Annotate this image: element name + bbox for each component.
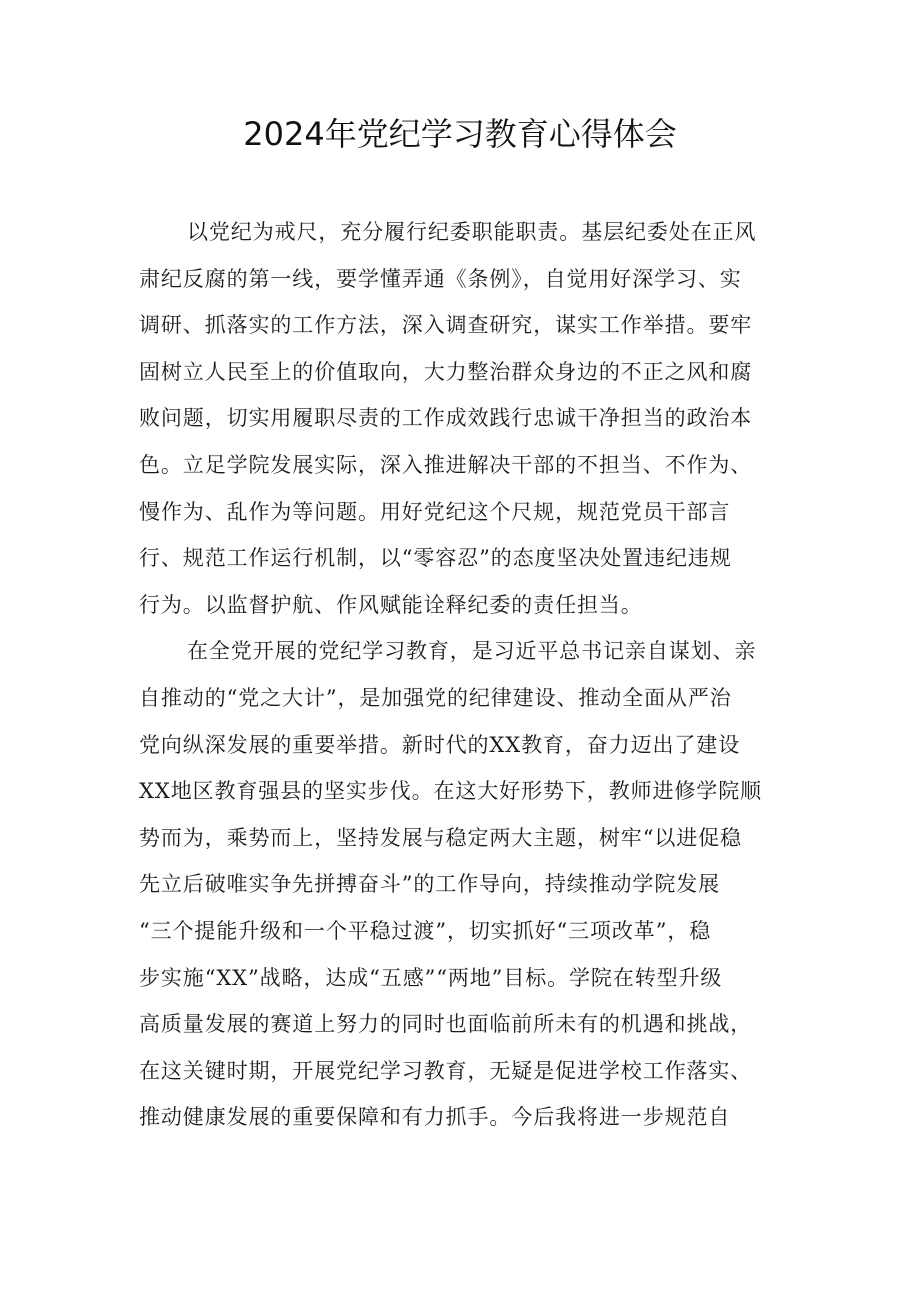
paragraph-line: 以党纪为戒尺，充分履行纪委职能职责。基层纪委处在正风 bbox=[187, 220, 757, 244]
paragraph-line: 肃纪反腐的第一线，要学懂弄通《条例》，自觉用好深学习、实 bbox=[139, 266, 742, 291]
paragraph-line: “三个提能升级和一个平稳过渡”，切实抓好“三项改革”，稳 bbox=[139, 918, 712, 943]
paragraph-line: 慢作为、乱作为等问题。用好党纪这个尺规，规范党员干部言 bbox=[139, 499, 731, 524]
paragraph-line: 败问题，切实用履职尽责的工作成效践行忠诚干净担当的政治本 bbox=[139, 406, 753, 431]
paragraph-1 bbox=[139, 209, 799, 628]
document-title: 2024年党纪学习教育心得体会 bbox=[243, 115, 677, 153]
paragraph-line: 高质量发展的赛道上努力的同时也面临前所未有的机遇和挑战， bbox=[139, 1012, 753, 1037]
paragraph-line: 在全党开展的党纪学习教育，是习近平总书记亲自谋划、亲 bbox=[187, 639, 757, 664]
paragraph-line: 行为。以监督护航、作风赋能诠释纪委的责任担当。 bbox=[139, 592, 643, 617]
paragraph-line: 调研、抓落实的工作方法，深入调查研究，谋实工作举措。要牢 bbox=[139, 313, 753, 338]
paragraph-line: 固树立人民至上的价值取向，大力整治群众身边的不正之风和腐 bbox=[139, 359, 753, 384]
paragraph-line: 先立后破唯实争先拼搏奋斗”的工作导向，持续推动学院发展 bbox=[139, 872, 721, 897]
paragraph-line: 色。立足学院发展实际，深入推进解决干部的不担当、不作为、 bbox=[139, 452, 753, 477]
document-body bbox=[139, 209, 799, 1141]
paragraph-line: 自推动的“党之大计”，是加强党的纪律建设、推动全面从严治 bbox=[139, 685, 732, 710]
paragraph-line: 步实施“XX”战略，达成“五感”“两地”目标。学院在转型升级 bbox=[139, 965, 723, 990]
paragraph-line: 行、规范工作运行机制，以“零容忍”的态度坚决处置违纪违规 bbox=[139, 546, 732, 571]
paragraph-line: XX地区教育强县的坚实步伐。在这大好形势下，教师进修学院顺 bbox=[139, 779, 762, 804]
paragraph-2 bbox=[139, 628, 799, 1141]
paragraph-line: 党向纵深发展的重要举措。新时代的XX教育，奋力迈出了建设 bbox=[139, 732, 741, 757]
paragraph-line: 势而为，乘势而上，坚持发展与稳定两大主题，树牢“以进促稳 bbox=[139, 825, 742, 850]
paragraph-line: 在这关键时期，开展党纪学习教育，无疑是促进学校工作落实、 bbox=[139, 1058, 753, 1083]
paragraph-line: 推动健康发展的重要保障和有力抓手。今后我将进一步规范自 bbox=[139, 1105, 731, 1130]
